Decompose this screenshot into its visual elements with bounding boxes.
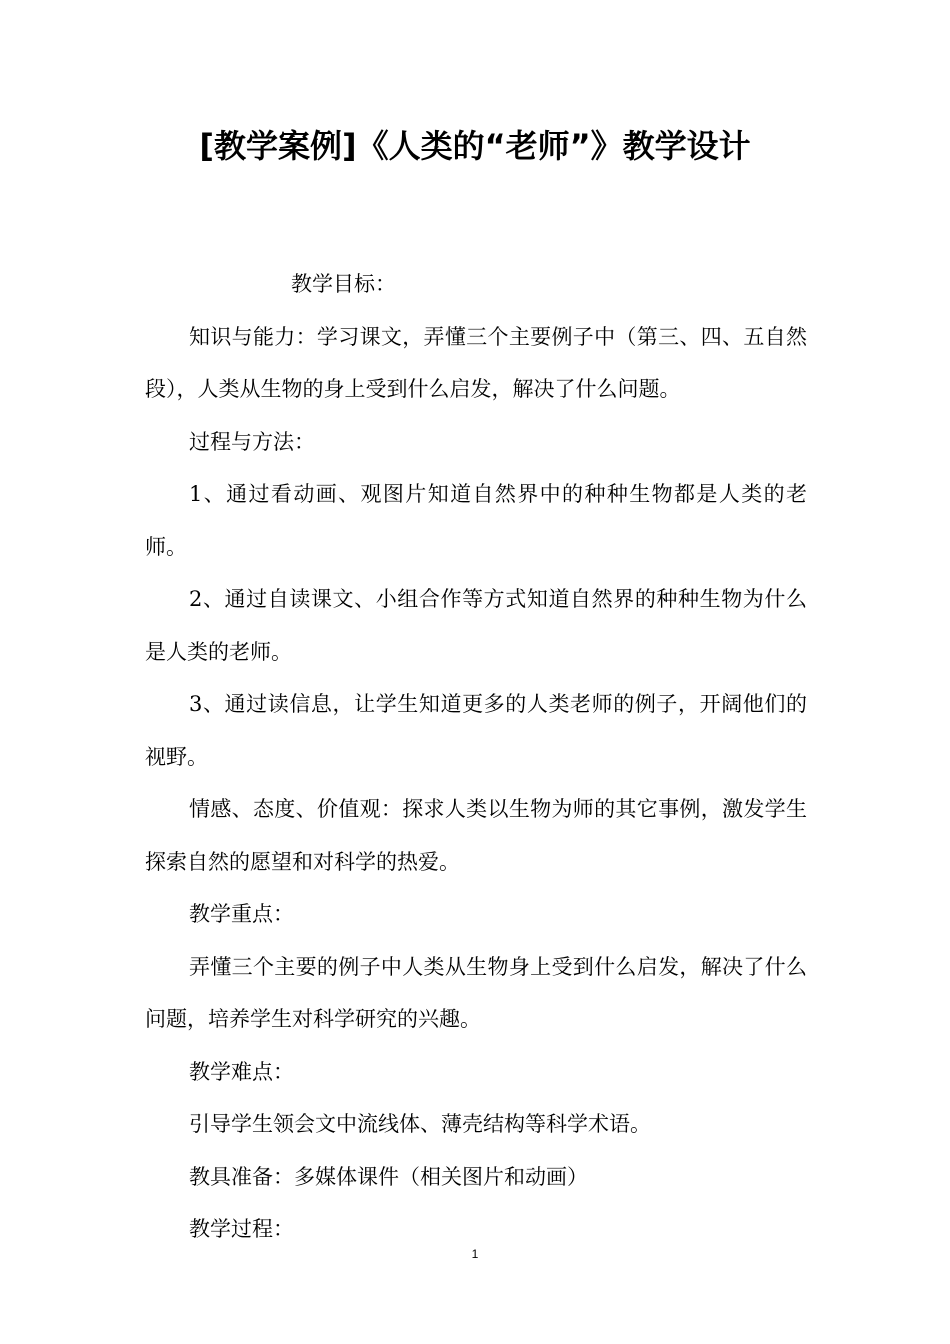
paragraph-teaching-aids: 教具准备：多媒体课件（相关图片和动画） xyxy=(189,1164,588,1189)
paragraph-teaching-process-heading: 教学过程： xyxy=(189,1217,294,1241)
paragraph-emotion-values: 情感、态度、价值观：探求人类以生物为师的其它事例，激发学生探索自然的愿望和对科学的热爱。 xyxy=(145,797,807,874)
paragraph-method-1: 1、通过看动画、观图片知道自然界中的种种生物都是人类的老师。 xyxy=(145,482,807,559)
paragraph-difficulties-heading: 教学难点： xyxy=(189,1059,294,1084)
paragraph-method-3: 3、通过读信息，让学生知道更多的人类老师的例子，开阔他们的视野。 xyxy=(145,692,807,769)
paragraph-method-2: 2、通过自读课文、小组合作等方式知道自然界的种种生物为什么是人类的老师。 xyxy=(145,587,807,664)
document-body xyxy=(145,258,807,1256)
paragraph-key-points: 弄懂三个主要的例子中人类从生物身上受到什么启发，解决了什么问题，培养学生对科学研究的兴趣。 xyxy=(145,954,807,1031)
page-number: 1 xyxy=(471,1247,479,1261)
paragraph-difficulties: 引导学生领会文中流线体、薄壳结构等科学术语。 xyxy=(189,1112,651,1136)
paragraph-key-points-heading: 教学重点： xyxy=(189,902,294,926)
paragraph-knowledge-ability: 知识与能力：学习课文，弄懂三个主要例子中（第三、四、五自然段），人类从生物的身上受到什么启发，解决了什么问题。 xyxy=(145,324,807,401)
paragraph-process-method-heading: 过程与方法： xyxy=(189,429,315,454)
document-title: [教学案例]《人类的“老师”》教学设计 xyxy=(199,127,751,165)
paragraph-teaching-objectives-heading: 教学目标： xyxy=(291,272,396,296)
